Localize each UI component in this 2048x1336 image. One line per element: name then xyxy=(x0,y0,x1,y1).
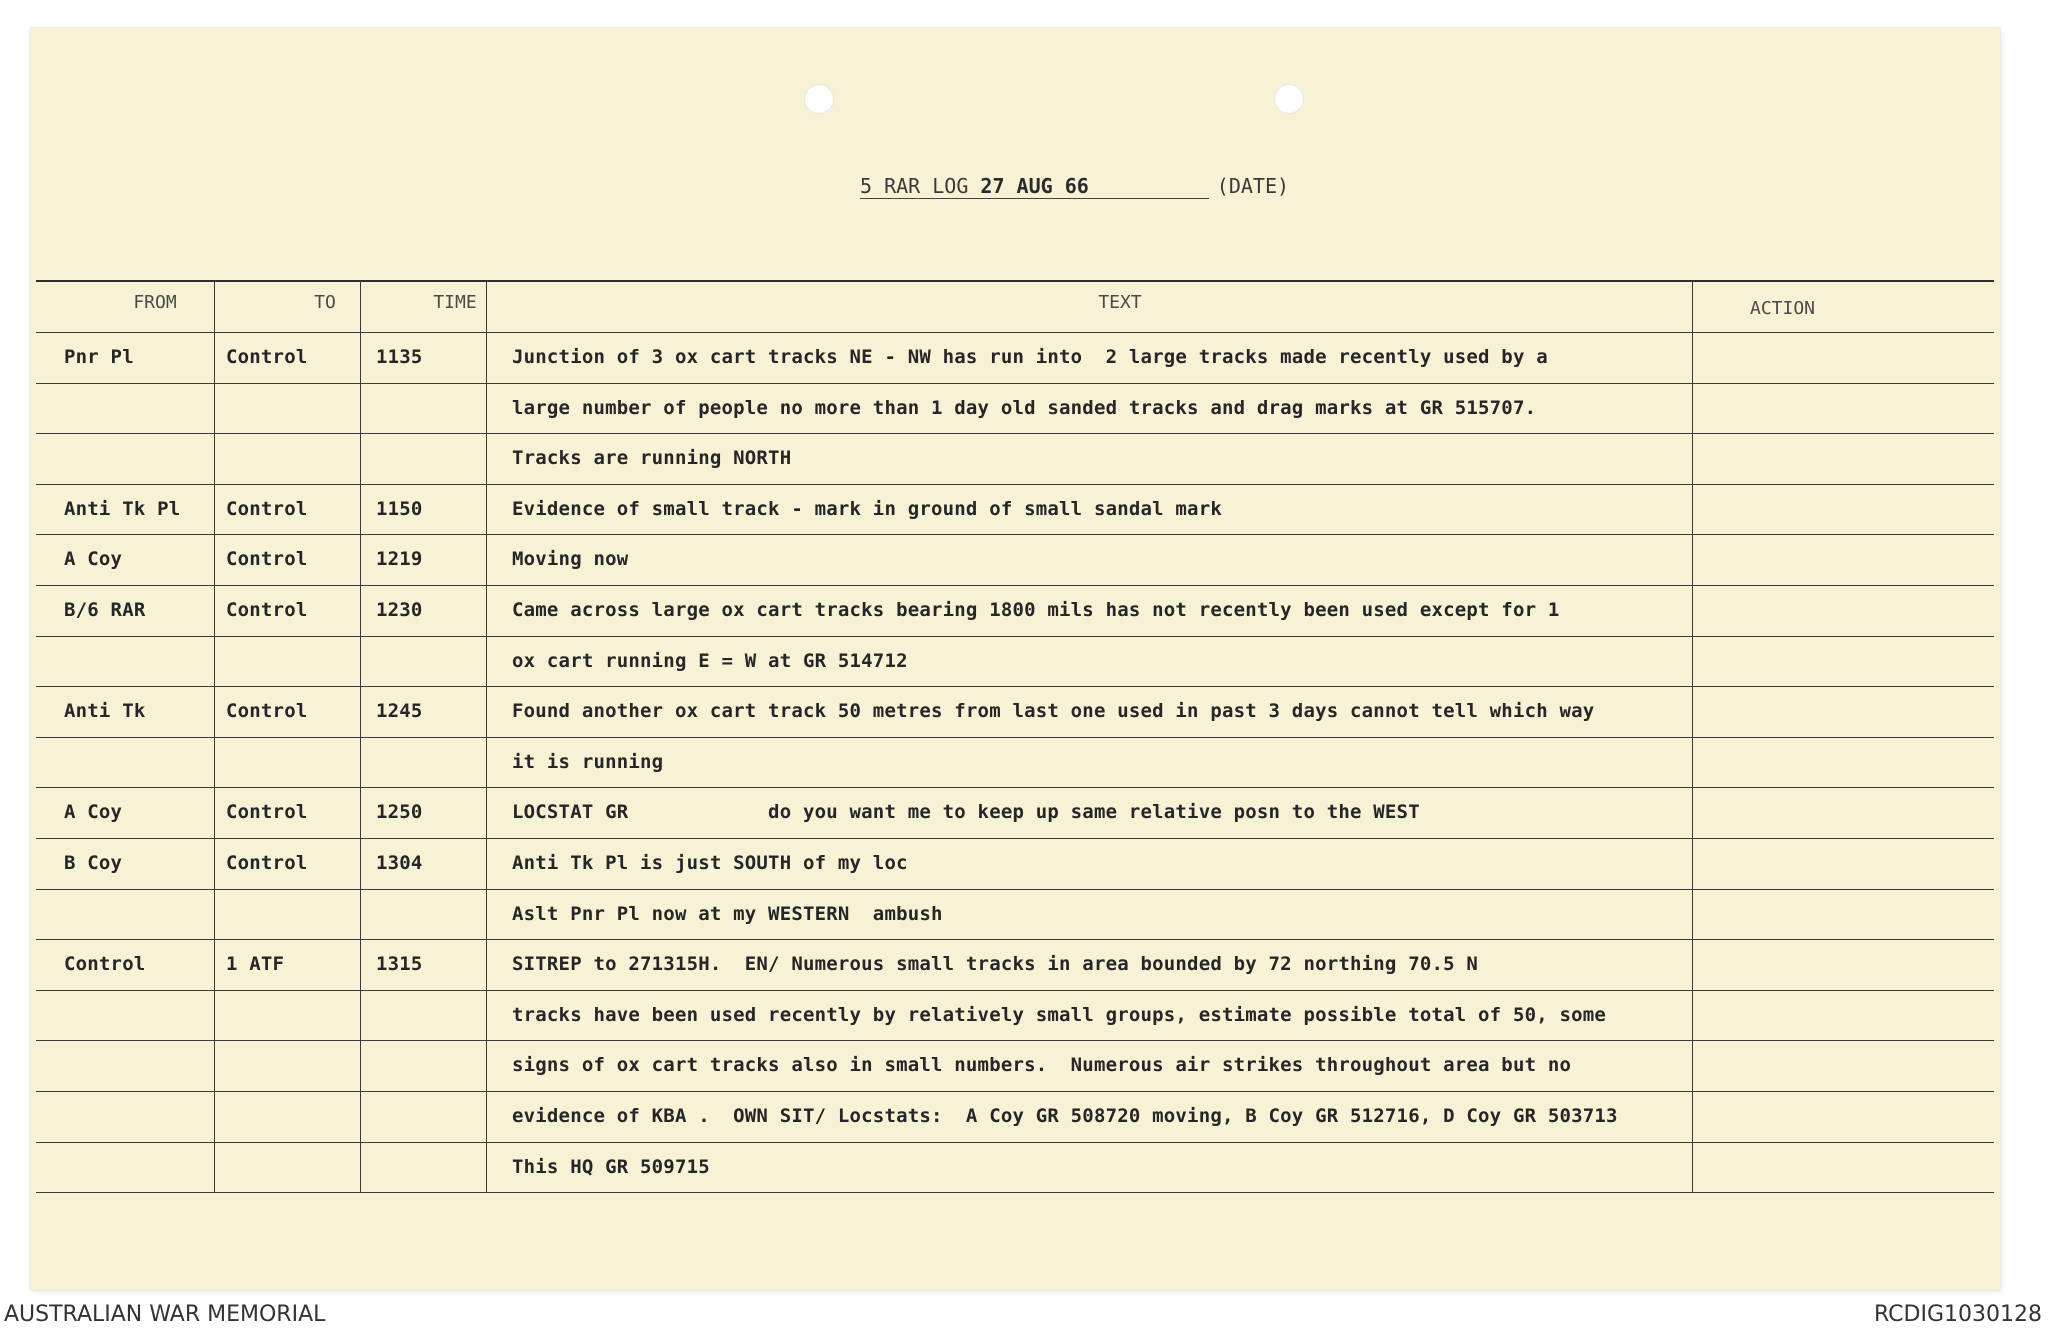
cell-time: 1219 xyxy=(376,548,423,571)
cell-text: ox cart running E = W at GR 514712 xyxy=(512,649,908,672)
cell-time: 1304 xyxy=(376,852,423,874)
cell-to: Control xyxy=(226,801,308,824)
log-title: 5 RAR LOG xyxy=(860,174,969,198)
cell-to: Control xyxy=(226,599,308,621)
cell-to: Control xyxy=(226,346,308,368)
cell-text: evidence of KBA . OWN SIT/ Locstats: A Coy GR 508720 moving, B Coy GR 512716, D Coy GR 503713 xyxy=(512,1105,1618,1127)
cell-text: Aslt Pnr Pl now at my WESTERN ambush xyxy=(512,902,943,925)
cell-from: Control xyxy=(64,953,146,976)
cell-text: large number of people no more than 1 day old sanded tracks and drag marks at GR 515707. xyxy=(512,396,1537,419)
row-rule xyxy=(36,1040,1994,1041)
cell-to: Control xyxy=(226,700,308,723)
row-rule xyxy=(36,990,1994,991)
cell-from: Anti Tk Pl xyxy=(64,497,181,520)
col-head-text: TEXT xyxy=(1098,292,1142,313)
cell-text: signs of ox cart tracks also in small numbers. Numerous air strikes throughout area but no xyxy=(512,1054,1572,1077)
cell-text: This HQ GR 509715 xyxy=(512,1155,710,1178)
cell-from: Pnr Pl xyxy=(64,346,134,368)
cell-from: A Coy xyxy=(64,801,123,824)
cell-to: Control xyxy=(226,852,308,874)
log-date: 27 AUG 66 xyxy=(980,174,1089,198)
cell-time: 1245 xyxy=(376,700,423,723)
log-sheet xyxy=(30,28,2000,1290)
col-head-action: ACTION xyxy=(1750,298,1816,319)
cell-from: B Coy xyxy=(64,852,123,874)
cell-from: Anti Tk xyxy=(64,700,146,723)
cell-time: 1230 xyxy=(376,599,423,621)
date-underline xyxy=(1089,178,1209,199)
row-rule xyxy=(36,484,1994,485)
row-rule xyxy=(36,534,1994,535)
footer-archive-name: AUSTRALIAN WAR MEMORIAL xyxy=(4,1302,326,1327)
punch-hole-right xyxy=(1274,84,1304,114)
cell-text: Tracks are running NORTH xyxy=(512,447,792,470)
row-rule xyxy=(36,585,1994,586)
cell-text: SITREP to 271315H. EN/ Numerous small tracks in area bounded by 72 northing 70.5 N xyxy=(512,953,1479,976)
row-rule xyxy=(36,686,1994,687)
row-rule xyxy=(36,636,1994,637)
row-rule xyxy=(36,889,1994,890)
col-head-to: TO xyxy=(314,292,336,313)
cell-text: Evidence of small track - mark in ground of small sandal mark xyxy=(512,497,1222,520)
cell-text: LOCSTAT GR do you want me to keep up same relative posn to the WEST xyxy=(512,801,1420,824)
cell-text: Found another ox cart track 50 metres from last one used in past 3 days cannot tell which way xyxy=(512,700,1595,723)
row-rule xyxy=(36,939,1994,940)
col-head-from: FROM xyxy=(133,292,177,313)
cell-from: A Coy xyxy=(64,548,123,571)
cell-text: it is running xyxy=(512,750,664,773)
cell-text: Came across large ox cart tracks bearing 1800 mils has not recently been used except for 1 xyxy=(512,599,1560,621)
cell-time: 1135 xyxy=(376,346,423,368)
cell-text: Moving now xyxy=(512,548,629,571)
row-rule xyxy=(36,383,1994,384)
row-rule xyxy=(36,787,1994,788)
cell-to: Control xyxy=(226,548,308,571)
date-label: (DATE) xyxy=(1216,174,1290,198)
table-top-rule xyxy=(36,280,1994,282)
header-bottom-rule xyxy=(36,332,1994,333)
cell-time: 1315 xyxy=(376,953,423,976)
row-rule xyxy=(36,433,1994,434)
cell-to: 1 ATF xyxy=(226,953,285,976)
cell-text: tracks have been used recently by relatively small groups, estimate possible total of 50, some xyxy=(512,1003,1607,1026)
cell-text: Anti Tk Pl is just SOUTH of my loc xyxy=(512,852,908,874)
cell-text: Junction of 3 ox cart tracks NE - NW has run into 2 large tracks made recently used by a xyxy=(512,346,1548,368)
col-head-time: TIME xyxy=(433,292,477,313)
row-rule xyxy=(36,1192,1994,1193)
cell-time: 1250 xyxy=(376,801,423,824)
footer-record-id: RCDIG1030128 xyxy=(1873,1302,2042,1327)
cell-time: 1150 xyxy=(376,497,423,520)
punch-hole-left xyxy=(804,84,834,114)
cell-from: B/6 RAR xyxy=(64,599,146,621)
log-header xyxy=(860,174,1289,199)
row-rule xyxy=(36,1091,1994,1092)
cell-to: Control xyxy=(226,497,308,520)
row-rule xyxy=(36,838,1994,839)
row-rule xyxy=(36,737,1994,738)
row-rule xyxy=(36,1142,1994,1143)
